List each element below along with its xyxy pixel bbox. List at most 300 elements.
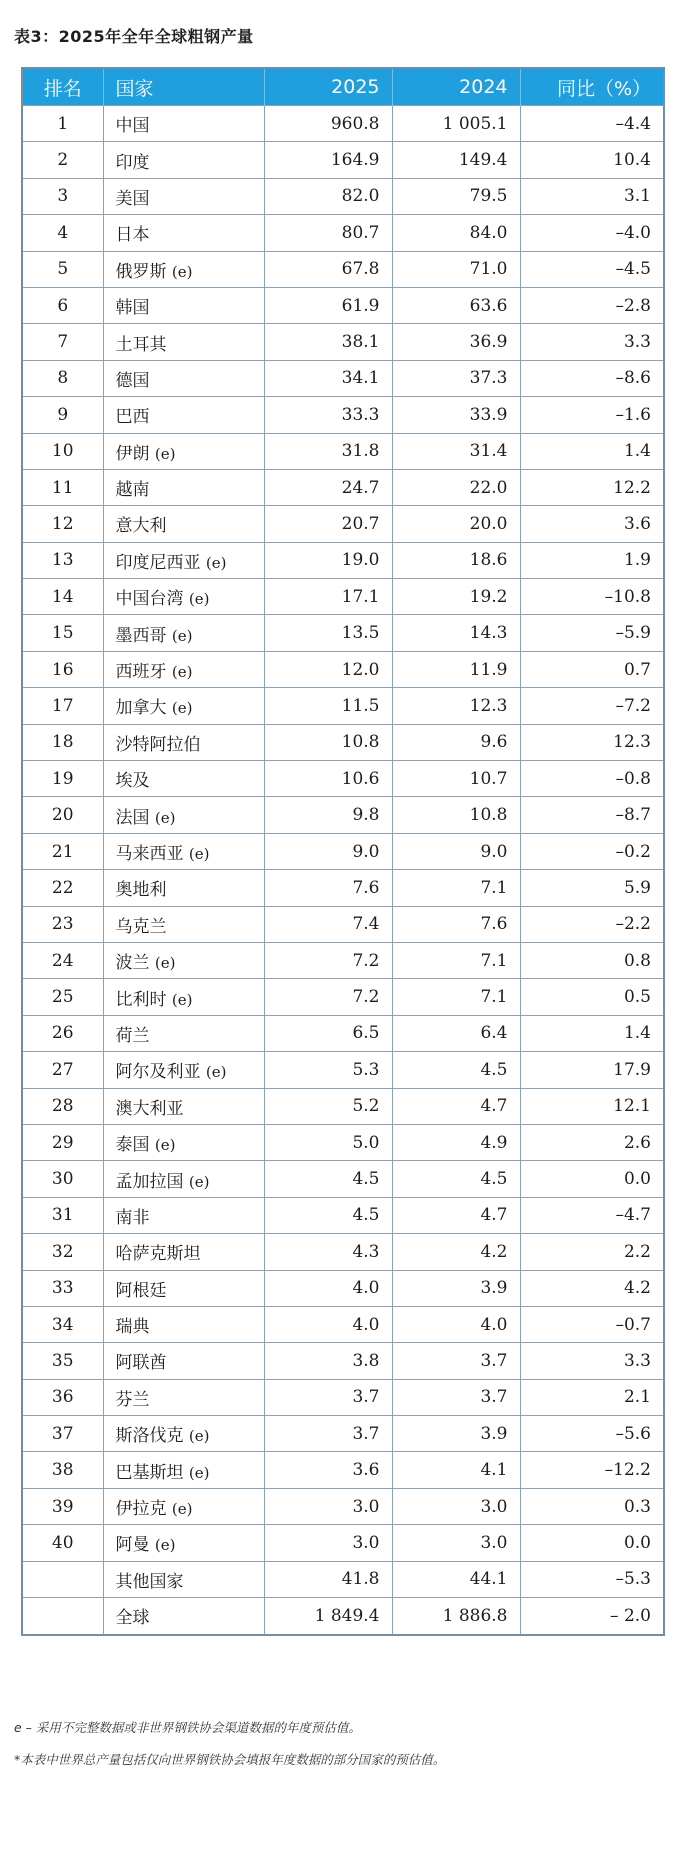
country-cell	[103, 1416, 264, 1452]
estimate-marker: (e)	[188, 1463, 210, 1482]
yoy-cell: 3.3	[520, 1343, 663, 1379]
rank-cell: 26	[23, 1015, 103, 1051]
country-name: 泰国	[115, 1135, 150, 1156]
table-row	[23, 1598, 663, 1634]
footnote-world-total: *本表中世界总产量包括仅向世界钢铁协会填报年度数据的部分国家的预估值。	[14, 1752, 446, 1767]
rank-cell: 15	[23, 615, 103, 651]
value-2024-cell: 10.8	[392, 797, 520, 833]
yoy-cell: 0.8	[520, 942, 663, 978]
value-2025-cell: 4.0	[264, 1270, 392, 1306]
country-name: 斯洛伐克	[115, 1426, 184, 1447]
yoy-cell: 12.3	[520, 724, 663, 760]
country-cell	[103, 397, 264, 433]
value-2025-cell: 6.5	[264, 1015, 392, 1051]
rank-cell: 24	[23, 942, 103, 978]
country-cell	[103, 1234, 264, 1270]
country-cell	[103, 942, 264, 978]
value-2024-cell: 84.0	[392, 215, 520, 251]
table-row	[23, 142, 663, 178]
value-2025-cell: 9.0	[264, 833, 392, 869]
yoy-cell: 1.4	[520, 1015, 663, 1051]
value-2024-cell: 22.0	[392, 469, 520, 505]
value-2024-cell: 1 005.1	[392, 106, 520, 142]
rank-cell: 19	[23, 761, 103, 797]
rank-cell: 21	[23, 833, 103, 869]
value-2024-cell: 14.3	[392, 615, 520, 651]
yoy-cell: 0.0	[520, 1161, 663, 1197]
rank-cell: 32	[23, 1234, 103, 1270]
country-cell	[103, 1598, 264, 1634]
value-2025-cell: 82.0	[264, 178, 392, 214]
value-2025-cell: 3.7	[264, 1379, 392, 1415]
country-name: 德国	[115, 370, 150, 391]
value-2025-cell: 3.0	[264, 1525, 392, 1561]
value-2025-cell: 5.2	[264, 1088, 392, 1124]
country-cell	[103, 797, 264, 833]
value-2025-cell: 4.5	[264, 1197, 392, 1233]
rank-cell: 10	[23, 433, 103, 469]
country-name: 波兰	[115, 953, 150, 974]
value-2024-cell: 31.4	[392, 433, 520, 469]
value-2024-cell: 3.7	[392, 1379, 520, 1415]
value-2025-cell: 5.0	[264, 1124, 392, 1160]
rank-cell: 20	[23, 797, 103, 833]
value-2024-cell: 19.2	[392, 579, 520, 615]
value-2025-cell: 13.5	[264, 615, 392, 651]
yoy-cell: –5.9	[520, 615, 663, 651]
country-name: 法国	[115, 807, 150, 828]
yoy-cell: –2.8	[520, 287, 663, 323]
country-cell	[103, 324, 264, 360]
rank-cell: 16	[23, 651, 103, 687]
table-row	[23, 1561, 663, 1597]
header-rank: 排名	[23, 69, 103, 106]
rank-cell: 40	[23, 1525, 103, 1561]
header-2025: 2025	[264, 69, 392, 106]
table-row	[23, 1088, 663, 1124]
rank-cell: 5	[23, 251, 103, 287]
value-2024-cell: 3.0	[392, 1525, 520, 1561]
yoy-cell: –2.2	[520, 906, 663, 942]
header-country: 国家	[103, 69, 264, 106]
yoy-cell: –7.2	[520, 688, 663, 724]
value-2025-cell: 7.2	[264, 942, 392, 978]
table-row	[23, 1452, 663, 1488]
yoy-cell: 3.6	[520, 506, 663, 542]
value-2025-cell: 4.3	[264, 1234, 392, 1270]
footnotes	[14, 1718, 445, 1782]
rank-cell: 23	[23, 906, 103, 942]
estimate-marker: (e)	[171, 262, 193, 281]
estimate-marker: (e)	[154, 808, 176, 827]
country-name: 日本	[115, 225, 150, 246]
estimate-marker: (e)	[188, 1172, 210, 1191]
value-2025-cell: 7.4	[264, 906, 392, 942]
country-name: 巴西	[115, 407, 150, 428]
rank-cell: 2	[23, 142, 103, 178]
value-2024-cell: 4.9	[392, 1124, 520, 1160]
table-row	[23, 1343, 663, 1379]
table-row	[23, 106, 663, 142]
country-name: 中国台湾	[115, 589, 184, 610]
country-cell	[103, 142, 264, 178]
country-name: 埃及	[115, 771, 150, 792]
value-2024-cell: 4.5	[392, 1161, 520, 1197]
value-2025-cell: 3.0	[264, 1488, 392, 1524]
table-row	[23, 906, 663, 942]
estimate-marker: (e)	[154, 954, 176, 973]
estimate-marker: (e)	[205, 1063, 227, 1082]
value-2025-cell: 33.3	[264, 397, 392, 433]
value-2024-cell: 4.0	[392, 1306, 520, 1342]
yoy-cell: 2.2	[520, 1234, 663, 1270]
table-row	[23, 178, 663, 214]
estimate-marker: (e)	[171, 626, 193, 645]
table-row	[23, 360, 663, 396]
yoy-cell: 1.9	[520, 542, 663, 578]
country-cell	[103, 579, 264, 615]
yoy-cell: 2.1	[520, 1379, 663, 1415]
value-2025-cell: 10.6	[264, 761, 392, 797]
value-2025-cell: 10.8	[264, 724, 392, 760]
rank-cell: 8	[23, 360, 103, 396]
country-cell	[103, 651, 264, 687]
rank-cell: 28	[23, 1088, 103, 1124]
rank-cell: 31	[23, 1197, 103, 1233]
rank-cell: 27	[23, 1052, 103, 1088]
yoy-cell: 4.2	[520, 1270, 663, 1306]
yoy-cell: –0.2	[520, 833, 663, 869]
value-2025-cell: 67.8	[264, 251, 392, 287]
estimate-marker: (e)	[188, 590, 210, 609]
table-row	[23, 1379, 663, 1415]
table-row	[23, 433, 663, 469]
country-cell	[103, 469, 264, 505]
table-row	[23, 1161, 663, 1197]
value-2024-cell: 10.7	[392, 761, 520, 797]
rank-cell: 33	[23, 1270, 103, 1306]
table-row	[23, 1416, 663, 1452]
yoy-cell: –8.6	[520, 360, 663, 396]
table-row	[23, 397, 663, 433]
table-row	[23, 1234, 663, 1270]
value-2024-cell: 3.0	[392, 1488, 520, 1524]
table-row	[23, 833, 663, 869]
value-2024-cell: 33.9	[392, 397, 520, 433]
country-name: 马来西亚	[115, 844, 184, 864]
yoy-cell: –4.5	[520, 251, 663, 287]
yoy-cell: 5.9	[520, 870, 663, 906]
value-2025-cell: 4.5	[264, 1161, 392, 1197]
yoy-cell: –8.7	[520, 797, 663, 833]
value-2024-cell: 36.9	[392, 324, 520, 360]
value-2025-cell: 34.1	[264, 360, 392, 396]
rank-cell: 22	[23, 870, 103, 906]
estimate-marker: (e)	[188, 1427, 210, 1446]
table-row	[23, 688, 663, 724]
table-row	[23, 542, 663, 578]
estimate-marker: (e)	[188, 845, 210, 863]
table-row	[23, 579, 663, 615]
country-name: 中国	[115, 116, 150, 137]
value-2024-cell: 9.0	[392, 833, 520, 869]
value-2024-cell: 7.1	[392, 979, 520, 1015]
table-row	[23, 1124, 663, 1160]
table-row	[23, 1197, 663, 1233]
country-name: 加拿大	[115, 698, 167, 719]
value-2024-cell: 7.1	[392, 942, 520, 978]
table-header-row	[23, 69, 663, 106]
value-2025-cell: 3.7	[264, 1416, 392, 1452]
value-2025-cell: 7.6	[264, 870, 392, 906]
value-2024-cell: 9.6	[392, 724, 520, 760]
yoy-cell: 12.2	[520, 469, 663, 505]
country-cell	[103, 1452, 264, 1488]
country-cell	[103, 615, 264, 651]
country-cell	[103, 360, 264, 396]
value-2025-cell: 20.7	[264, 506, 392, 542]
country-cell	[103, 724, 264, 760]
value-2025-cell: 7.2	[264, 979, 392, 1015]
country-name: 西班牙	[115, 662, 167, 683]
rank-cell: 11	[23, 469, 103, 505]
value-2025-cell: 960.8	[264, 106, 392, 142]
country-cell	[103, 1343, 264, 1379]
rank-cell: 17	[23, 688, 103, 724]
value-2025-cell: 12.0	[264, 651, 392, 687]
value-2024-cell: 4.5	[392, 1052, 520, 1088]
table-row	[23, 942, 663, 978]
yoy-cell: –10.8	[520, 579, 663, 615]
value-2025-cell: 24.7	[264, 469, 392, 505]
country-cell	[103, 287, 264, 323]
yoy-cell: –5.6	[520, 1416, 663, 1452]
rank-cell	[23, 1598, 103, 1634]
value-2024-cell: 4.1	[392, 1452, 520, 1488]
value-2024-cell: 79.5	[392, 178, 520, 214]
value-2024-cell: 3.9	[392, 1270, 520, 1306]
yoy-cell: 0.5	[520, 979, 663, 1015]
country-name: 荷兰	[115, 1025, 150, 1046]
value-2024-cell: 18.6	[392, 542, 520, 578]
country-name: 土耳其	[115, 334, 167, 355]
yoy-cell: –4.4	[520, 106, 663, 142]
country-name: 其他国家	[115, 1571, 184, 1592]
estimate-marker: (e)	[171, 663, 193, 682]
country-name: 阿曼	[115, 1535, 150, 1556]
yoy-cell: –4.7	[520, 1197, 663, 1233]
yoy-cell: 17.9	[520, 1052, 663, 1088]
value-2024-cell: 20.0	[392, 506, 520, 542]
country-name: 芬兰	[115, 1389, 150, 1410]
estimate-marker: (e)	[154, 1136, 176, 1155]
country-name: 阿根廷	[115, 1280, 167, 1301]
country-name: 阿尔及利亚	[115, 1062, 201, 1083]
value-2024-cell: 3.7	[392, 1343, 520, 1379]
value-2025-cell: 164.9	[264, 142, 392, 178]
rank-cell: 29	[23, 1124, 103, 1160]
header-yoy: 同比（%）	[520, 69, 663, 106]
country-name: 南非	[115, 1207, 150, 1228]
value-2024-cell: 149.4	[392, 142, 520, 178]
country-cell	[103, 1379, 264, 1415]
country-name: 美国	[115, 188, 150, 209]
table-row	[23, 251, 663, 287]
country-cell	[103, 906, 264, 942]
value-2025-cell: 80.7	[264, 215, 392, 251]
country-name: 巴基斯坦	[115, 1462, 184, 1483]
yoy-cell: 3.1	[520, 178, 663, 214]
table-row	[23, 1306, 663, 1342]
country-cell	[103, 1525, 264, 1561]
country-name: 俄罗斯	[115, 261, 167, 282]
table-row	[23, 1270, 663, 1306]
rank-cell: 25	[23, 979, 103, 1015]
yoy-cell: –0.7	[520, 1306, 663, 1342]
yoy-cell: –0.8	[520, 761, 663, 797]
value-2024-cell: 37.3	[392, 360, 520, 396]
table-row	[23, 324, 663, 360]
value-2024-cell: 4.2	[392, 1234, 520, 1270]
value-2025-cell: 11.5	[264, 688, 392, 724]
rank-cell: 13	[23, 542, 103, 578]
country-cell	[103, 979, 264, 1015]
country-cell	[103, 178, 264, 214]
rank-cell: 9	[23, 397, 103, 433]
country-cell	[103, 506, 264, 542]
country-cell	[103, 688, 264, 724]
yoy-cell: 3.3	[520, 324, 663, 360]
country-cell	[103, 215, 264, 251]
value-2025-cell: 38.1	[264, 324, 392, 360]
estimate-marker: (e)	[154, 444, 176, 463]
estimate-marker: (e)	[171, 699, 193, 718]
value-2024-cell: 12.3	[392, 688, 520, 724]
table-row	[23, 615, 663, 651]
country-name: 孟加拉国	[115, 1171, 184, 1192]
table-row	[23, 724, 663, 760]
yoy-cell: –4.0	[520, 215, 663, 251]
country-name: 墨西哥	[115, 625, 167, 646]
country-name: 全球	[115, 1608, 150, 1629]
country-cell	[103, 870, 264, 906]
table-row	[23, 1015, 663, 1051]
rank-cell: 34	[23, 1306, 103, 1342]
yoy-cell: 12.1	[520, 1088, 663, 1124]
rank-cell: 4	[23, 215, 103, 251]
country-cell	[103, 1161, 264, 1197]
country-name: 澳大利亚	[115, 1098, 184, 1119]
value-2024-cell: 4.7	[392, 1197, 520, 1233]
country-name: 越南	[115, 480, 150, 501]
table-row	[23, 1052, 663, 1088]
country-cell	[103, 1197, 264, 1233]
yoy-cell: –1.6	[520, 397, 663, 433]
country-cell	[103, 1270, 264, 1306]
header-2024: 2024	[392, 69, 520, 106]
value-2025-cell: 61.9	[264, 287, 392, 323]
value-2025-cell: 3.6	[264, 1452, 392, 1488]
footnote-estimate: e – 采用不完整数据或非世界钢铁协会渠道数据的年度预估值。	[14, 1720, 361, 1735]
yoy-cell: 2.6	[520, 1124, 663, 1160]
rank-cell: 36	[23, 1379, 103, 1415]
country-name: 奥地利	[115, 880, 167, 901]
yoy-cell: 1.4	[520, 433, 663, 469]
country-cell	[103, 1306, 264, 1342]
rank-cell: 35	[23, 1343, 103, 1379]
estimate-marker: (e)	[205, 553, 227, 572]
rank-cell: 7	[23, 324, 103, 360]
country-name: 比利时	[115, 989, 167, 1010]
yoy-cell: – 2.0	[520, 1598, 663, 1634]
country-name: 意大利	[115, 516, 167, 537]
estimate-marker: (e)	[171, 1500, 193, 1519]
table-row	[23, 761, 663, 797]
table-row	[23, 506, 663, 542]
table-row	[23, 215, 663, 251]
table-row	[23, 287, 663, 323]
country-cell	[103, 1488, 264, 1524]
rank-cell: 18	[23, 724, 103, 760]
value-2024-cell: 63.6	[392, 287, 520, 323]
value-2025-cell: 31.8	[264, 433, 392, 469]
country-name: 印度尼西亚	[115, 552, 201, 573]
yoy-cell: 0.7	[520, 651, 663, 687]
rank-cell	[23, 1561, 103, 1597]
value-2025-cell: 5.3	[264, 1052, 392, 1088]
value-2024-cell: 4.7	[392, 1088, 520, 1124]
country-cell	[103, 251, 264, 287]
country-cell	[103, 433, 264, 469]
country-name: 印度	[115, 152, 150, 173]
steel-production-table	[21, 67, 665, 1636]
country-name: 伊拉克	[115, 1499, 167, 1520]
rank-cell: 30	[23, 1161, 103, 1197]
country-cell	[103, 761, 264, 797]
table-row	[23, 1488, 663, 1524]
value-2024-cell: 6.4	[392, 1015, 520, 1051]
country-name: 沙特阿拉伯	[115, 734, 201, 755]
yoy-cell: 0.0	[520, 1525, 663, 1561]
yoy-cell: –5.3	[520, 1561, 663, 1597]
country-name: 阿联酋	[115, 1353, 167, 1374]
table-row	[23, 651, 663, 687]
country-cell	[103, 542, 264, 578]
table-row	[23, 469, 663, 505]
rank-cell: 14	[23, 579, 103, 615]
country-cell	[103, 1015, 264, 1051]
country-name: 乌克兰	[115, 916, 167, 937]
rank-cell: 38	[23, 1452, 103, 1488]
country-cell	[103, 1561, 264, 1597]
estimate-marker: (e)	[154, 1536, 176, 1555]
rank-cell: 39	[23, 1488, 103, 1524]
value-2024-cell: 7.6	[392, 906, 520, 942]
value-2024-cell: 7.1	[392, 870, 520, 906]
estimate-marker: (e)	[171, 990, 193, 1009]
rank-cell: 37	[23, 1416, 103, 1452]
country-name: 伊朗	[115, 443, 150, 464]
value-2024-cell: 3.9	[392, 1416, 520, 1452]
value-2025-cell: 19.0	[264, 542, 392, 578]
country-cell	[103, 1052, 264, 1088]
yoy-cell: –12.2	[520, 1452, 663, 1488]
value-2025-cell: 4.0	[264, 1306, 392, 1342]
value-2024-cell: 11.9	[392, 651, 520, 687]
table-row	[23, 870, 663, 906]
country-name: 韩国	[115, 298, 150, 319]
value-2025-cell: 1 849.4	[264, 1598, 392, 1634]
